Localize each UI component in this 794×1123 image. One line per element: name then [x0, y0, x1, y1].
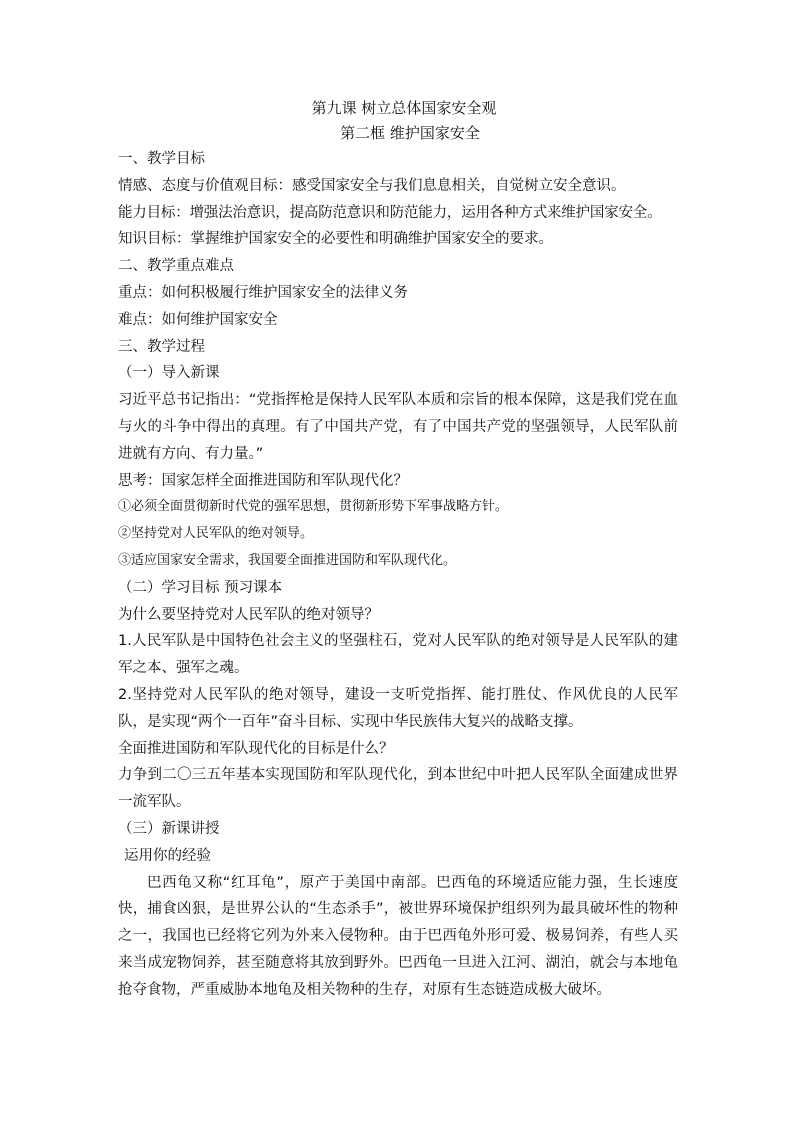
subsection-intro: （一）导入新课 — [118, 365, 220, 382]
goal-emotion: 情感、态度与价值观目标：感受国家安全与我们息息相关，自觉树立安全意识。 — [118, 177, 626, 194]
question-2-answer: 力争到二〇三五年基本实现国防和军队现代化，到本世纪中叶把人民军队全面建成世界一流军队。 — [118, 767, 678, 811]
question-1-answer-2: 2.坚持党对人民军队的绝对领导，建设一支听党指挥、能打胜仗、作风优良的人民军队，是实现“两个一百年”奋斗目标、实现中华民族伟大复兴的战略支撑。 — [118, 686, 678, 730]
section-heading-key-points: 二、教学重点难点 — [118, 258, 234, 275]
answer-item-2: ②坚持党对人民军队的绝对领导。 — [118, 526, 314, 542]
section-heading-process: 三、教学过程 — [118, 338, 205, 355]
goal-ability: 能力目标：增强法治意识，提高防范意识和防范能力，运用各种方式来维护国家安全。 — [118, 204, 662, 221]
think-question: 思考：国家怎样全面推进国防和军队现代化？ — [118, 472, 408, 489]
question-2: 全面推进国防和军队现代化的目标是什么？ — [118, 740, 394, 757]
answer-item-1: ①必须全面贯彻新时代党的强军思想，贯彻新形势下军事战略方针。 — [118, 499, 509, 515]
turtle-case-paragraph: 巴西龟又称“红耳龟”，原产于美国中南部。巴西龟的环境适应能力强，生长速度快，捕食凶狠，是世界公认的“生态杀手”，被世界环境保护组织列为最具破坏性的物种之一，我国也已经将它列为外来入侵物种。由于巴西龟外形可爱、极易饲养，有些人买来当成宠物饲养，甚至随意将其放到野外。巴西龟一旦进入江河、湖泊，就会与本地龟抢夺食物，严重威胁本地龟及相关物种的生存，对原有生态链造成极大破坏。 — [118, 874, 678, 998]
document-page — [118, 96, 678, 1004]
difficult-point: 难点：如何维护国家安全 — [118, 311, 278, 328]
lesson-title: 第九课 树立总体国家安全观 — [311, 99, 497, 117]
question-1: 为什么要坚持党对人民军队的绝对领导？ — [118, 606, 379, 623]
section-heading-goals: 一、教学目标 — [118, 151, 205, 167]
subsection-new-lesson: （三）新课讲授 — [118, 820, 220, 837]
subsection-preview: （二）学习目标 预习课本 — [118, 579, 283, 596]
question-1-answer-1: 1.人民军队是中国特色社会主义的坚强柱石，党对人民军队的绝对领导是人民军队的建军之本、强军之魂。 — [118, 633, 678, 677]
quote-paragraph: 习近平总书记指出：“党指挥枪是保持人民军队本质和宗旨的根本保障，这是我们党在血与火的斗争中得出的真理。有了中国共产党，有了中国共产党的坚强领导，人民军队前进就有方向、有力量。” — [118, 392, 678, 462]
key-point: 重点：如何积极履行维护国家安全的法律义务 — [118, 284, 408, 301]
goal-knowledge: 知识目标：掌握维护国家安全的必要性和明确维护国家安全的要求。 — [118, 231, 553, 248]
answer-item-3: ③适应国家安全需求，我国要全面推进国防和军队现代化。 — [118, 552, 457, 568]
lesson-subtitle: 第二框 维护国家安全 — [340, 124, 480, 142]
exercise-heading: 运用你的经验 — [124, 847, 211, 864]
